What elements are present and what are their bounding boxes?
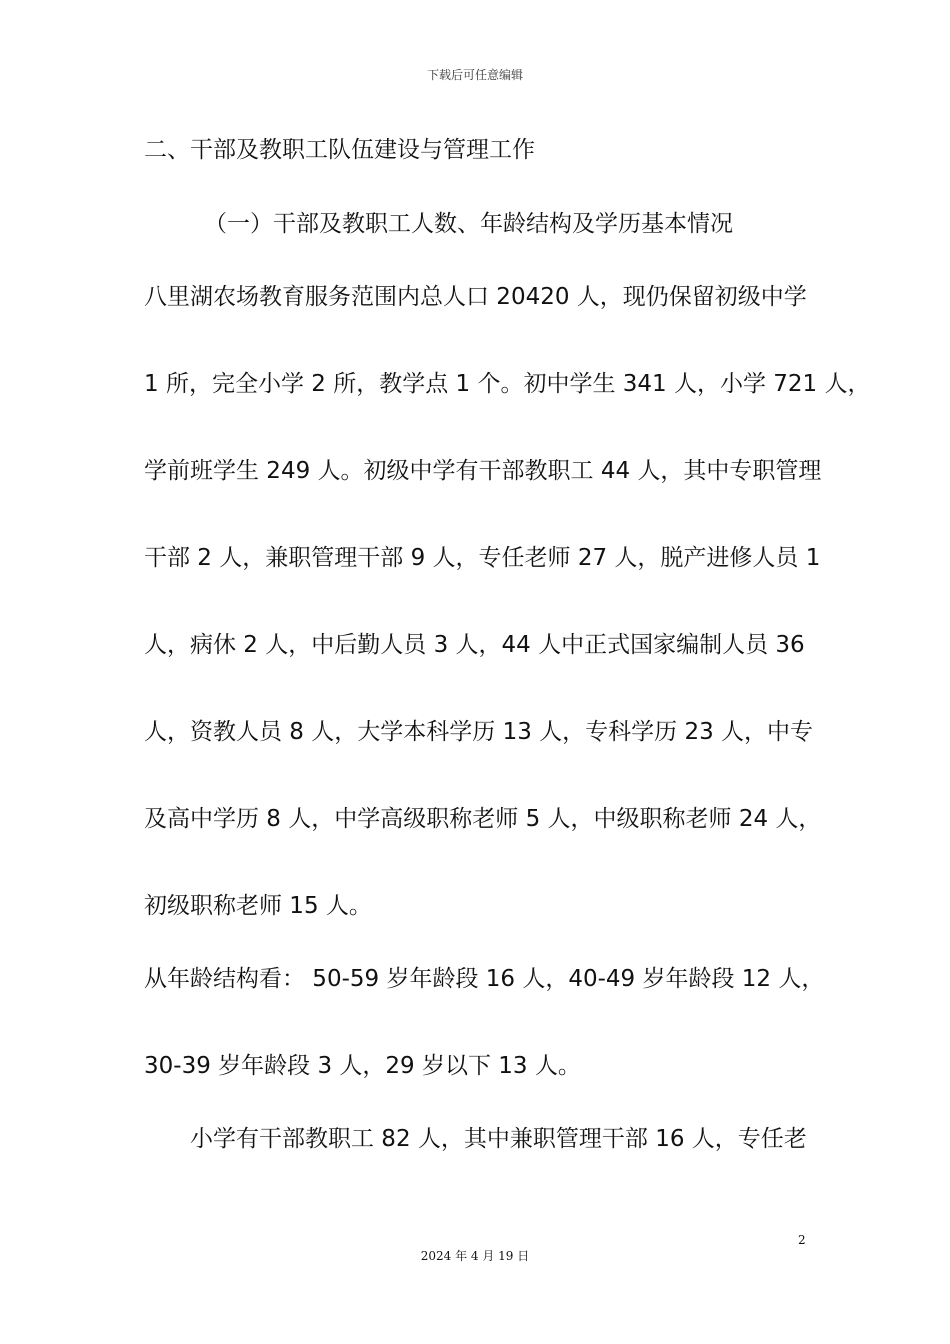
paragraph-line: 干部 2 人，兼职管理干部 9 人，专任老师 27 人，脱产进修人员 1 (144, 545, 821, 571)
page-number: 2 (798, 1233, 806, 1247)
paragraph-line: 从年龄结构看： 50-59 岁年龄段 16 人，40-49 岁年龄段 12 人， (144, 966, 825, 992)
subsection-heading: （一）干部及教职工人数、年龄结构及学历基本情况 (204, 211, 733, 237)
page-header: 下载后可任意编辑 (426, 68, 523, 82)
paragraph-line: 人，资教人员 8 人，大学本科学历 13 人，专科学历 23 人，中专 (144, 719, 814, 745)
paragraph-line: 人，病休 2 人，中后勤人员 3 人，44 人中正式国家编制人员 36 (144, 632, 805, 658)
paragraph-line: 1 所，完全小学 2 所，教学点 1 个。初中学生 341 人，小学 721 人， (144, 371, 871, 397)
paragraph-line: 小学有干部教职工 82 人，其中兼职管理干部 16 人，专任老 (190, 1126, 807, 1152)
paragraph-line: 学前班学生 249 人。初级中学有干部教职工 44 人，其中专职管理 (144, 458, 822, 484)
paragraph-line: 30-39 岁年龄段 3 人，29 岁以下 13 人。 (144, 1053, 581, 1079)
section-heading: 二、干部及教职工队伍建设与管理工作 (144, 137, 535, 163)
paragraph-line: 初级职称老师 15 人。 (144, 893, 372, 919)
paragraph-line: 及高中学历 8 人，中学高级职称老师 5 人，中级职称老师 24 人， (144, 806, 822, 832)
footer-date: 2024 年 4 月 19 日 (420, 1249, 530, 1263)
paragraph-line: 八里湖农场教育服务范围内总人口 20420 人，现仍保留初级中学 (144, 284, 807, 310)
